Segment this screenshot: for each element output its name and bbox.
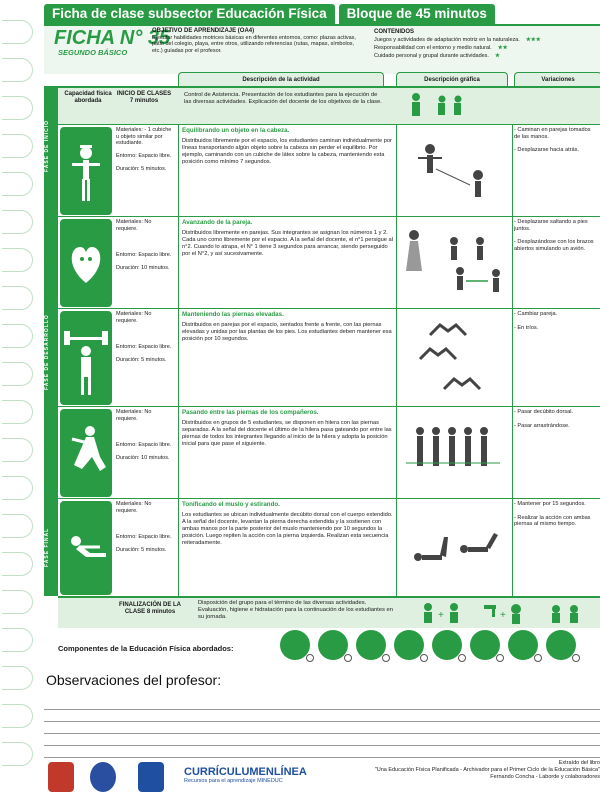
finalizacion-row [58, 596, 600, 628]
componente-icon [508, 630, 538, 660]
materials-block [116, 311, 174, 363]
group-icon [404, 91, 474, 123]
page-title: Ficha de clase subsector Educación Física [44, 4, 335, 24]
componente-icon [394, 630, 424, 660]
materials: Materiales: No requiere. [116, 501, 152, 514]
fase-desarrollo: FASE DE DESARROLLO [44, 206, 58, 498]
variation-item: - Pasar decúbito dorsal. [514, 409, 574, 415]
reference [350, 760, 600, 781]
activity-text: Distribuidos libremente en parejas. Sus integrantes se asignan los números 1 y 2. Cada uno como libremente por el espacio. A la señal del docente, el n°1 persigue al n°2. Cuando lo atrapa, el N° 1 tiene 3 segundos para arrancar, siendo perseguido por el N°2, y así sucesivamente. [182, 230, 393, 257]
activity-title: Avanzando de la pareja. [182, 219, 253, 226]
materials-block [116, 219, 174, 271]
componente-icon [356, 630, 386, 660]
reference-line: Extraído del libro [558, 760, 600, 766]
variation-item: - Mantener por 15 segundos. [514, 501, 586, 507]
contenido-item: Responsabilidad con el entorno y medio natural. ★★ [374, 45, 508, 51]
duration: Duración: 5 minutos. [116, 356, 167, 363]
control-text: Control de Asistencia. Presentación de los estudiantes para la ejecución de las diversas actividades. Explicación del docente de los objetivos de la clase. [184, 92, 382, 105]
fase-inicio: FASE DE INICIO [44, 86, 58, 206]
variations [514, 219, 598, 253]
activity-text: Los estudiantes se ubican individualmente decúbito dorsal con el cuerpo extendido. A la señal del docente, levantan la pierna derecha extendida y la sostienen con ambas manos por la parte posterior del muslo manteniendo por 10 segundos la posición. Luego repiten la acción con la pierna izquierda. Realizan esta secuencia reiteradamente. [182, 512, 393, 546]
variations [514, 409, 598, 429]
col-variaciones: Variaciones [514, 72, 600, 87]
activity-description [182, 219, 394, 258]
col-grafica: Descripción gráfica [396, 72, 508, 87]
fase-final: FASE FINAL [44, 498, 58, 596]
activity-text: Distribuidos en grupos de 5 estudiantes, se disponen en hilera con las piernas separadas. A la señal del docente el último de la hilera pasa gateando por entre las piernas de todos los integrantes llegando al inicio de la hilera y adopta la posición inicial para que pase el siguiente. [182, 420, 392, 447]
duration: Duración: 5 minutos. [116, 166, 167, 172]
binder-rings [0, 0, 44, 800]
chile-seal-logo [48, 762, 74, 792]
activity-illustration [400, 221, 510, 305]
variation-item: - Caminan en parejas tomados de las manos. [514, 127, 591, 140]
variation-item: - Realizar la acción con ambas piernas al mismo tiempo. [514, 514, 591, 528]
materials-block [116, 501, 174, 553]
footer [44, 758, 600, 798]
variation-item: - Pasar arrastrándose. [514, 422, 570, 429]
inicio-clases-label: INICIO DE CLASES 7 minutos [116, 91, 172, 104]
variation-item: - Desplazarse hacia atrás. [514, 147, 579, 154]
reference-line: "Una Educación Física Planificada - Archivador para el Primer Ciclo de la Educación Básica" [374, 767, 600, 773]
svg-text:+: + [438, 610, 444, 621]
activity-illustration [400, 313, 510, 403]
title-bar [44, 4, 495, 24]
componentes-icons [280, 630, 600, 664]
objetivo-text: Ejecutar habilidades motrices básicas en diferentes entornos, como: plazas activas, patio del colegio, playa, entre otros, utilizando referencias (rutas, mapas, símbolos, etc.) guiadas por el profesor. [152, 34, 356, 54]
activity-description [182, 501, 394, 547]
environment: Entorno: Espacio libre. [116, 441, 172, 448]
capacidad-icon-equilibrio [60, 127, 112, 215]
reference-line: Fernando Concha - Laborde y colaboradores [490, 774, 600, 780]
activity-row [58, 216, 600, 309]
activity-title: Manteniendo las piernas elevadas. [182, 311, 284, 318]
contenidos [374, 28, 598, 60]
activity-description [182, 311, 394, 343]
svg-text:+: + [500, 610, 506, 621]
variation-item: - Desplazándose con los brazos abiertos simulando un avión. [514, 239, 594, 253]
contenido-item: Juegos y actividades de adaptación motriz en la naturaleza. ★★★ [374, 37, 541, 43]
observaciones-lines [44, 698, 600, 758]
capacidad-label: Capacidad física abordada [64, 91, 112, 104]
environment: Entorno: Espacio libre. [116, 251, 172, 258]
activity-title: Tonificando el muslo y estirando. [182, 501, 280, 508]
inicio-row [44, 86, 600, 126]
duration: Duración: 10 minutos. [116, 454, 170, 461]
variations [514, 311, 598, 331]
contenidos-title: CONTENIDOS [374, 29, 415, 35]
materials: Materiales: No requiere. [116, 219, 152, 232]
materials: Materiales: - 1 cubiche u objeto similar por estudiante. [116, 127, 172, 146]
activity-illustration [400, 503, 510, 593]
ficha-number: FICHA N° 35 [54, 27, 171, 49]
curriculum-name: CURRÍCULUMENLÍNEA [184, 766, 307, 778]
finalizacion-text: Disposición del grupo para el término de las diversas actividades. Evaluación, higiene e hidratación para la continuación de los estudiantes en su jornada. [198, 600, 393, 620]
duration-tab: Bloque de 45 minutos [339, 4, 495, 24]
duration: Duración: 10 minutos. [116, 264, 170, 271]
finalizacion-label: FINALIZACIÓN DE LA CLASE 8 minutos [119, 602, 181, 615]
environment: Entorno: Espacio libre. [116, 153, 172, 159]
capacidad-icon-flexibilidad [60, 501, 112, 595]
activity-description [182, 409, 394, 448]
componente-icon [280, 630, 310, 660]
ficha-page [44, 0, 600, 800]
curriculum-logo [184, 766, 307, 784]
variations [514, 501, 598, 528]
componente-icon [318, 630, 348, 660]
activity-text: Distribuidos en parejas por el espacio, sentados frente a frente, con las piernas elevadas y unidas por las plantas de los pies. Los estudiantes deben mantener esa posición por 10 segundos. [182, 322, 392, 342]
grade-level: SEGUNDO BÁSICO [58, 48, 128, 57]
activity-title: Pasando entre las piernas de los compañeros. [182, 409, 319, 416]
activity-illustration [400, 411, 510, 495]
componente-icon [546, 630, 576, 660]
indef-logo [90, 762, 116, 792]
capacidad-icon-fuerza [60, 311, 112, 405]
capacidad-icon-agilidad [60, 409, 112, 497]
activity-description [182, 127, 394, 166]
activity-row [58, 308, 600, 407]
activity-title: Equilibrando un objeto en la cabeza. [182, 127, 290, 134]
col-actividad: Descripción de la actividad [178, 72, 384, 87]
materials: Materiales: No requiere. [116, 311, 152, 324]
observaciones-heading: Observaciones del profesor: [46, 672, 222, 688]
componentes-label: Componentes de la Educación Física abordados: [58, 644, 234, 653]
variations [514, 127, 598, 154]
variation-item: - En tríos. [514, 324, 539, 331]
hygiene-icons [388, 601, 598, 625]
activity-text: Distribuidos libremente por el espacio, los estudiantes caminan individualmente por líneas transportando algún objeto sobre la cabeza sin perder el equilibrio. Por ejemplo, caminando con un cubiche de látex sobre la cabeza, manteniendo esta posición como mínimo 7 segundos. [182, 138, 392, 165]
activity-row [58, 498, 600, 597]
duration: Duración: 5 minutos. [116, 546, 167, 553]
materials-block [116, 409, 174, 461]
materials-block [116, 127, 174, 173]
environment: Entorno: Espacio libre. [116, 343, 172, 350]
contenido-item: Cuidado personal y grupal durante actividades. ★ [374, 53, 500, 59]
curriculum-sub: Recursos para el aprendizaje MINEDUC [184, 778, 283, 784]
materials: Materiales: No requiere. [116, 409, 152, 422]
activity-row [58, 124, 600, 217]
activity-row [58, 406, 600, 499]
variation-item: - Desplazarse saltando a pies juntos. [514, 219, 588, 232]
mineduc-logo [138, 762, 164, 792]
objetivo-title: OBJETIVO DE APRENDIZAJE (OA4) [152, 28, 255, 34]
activity-illustration [400, 129, 510, 213]
environment: Entorno: Espacio libre. [116, 533, 172, 540]
componente-icon [432, 630, 462, 660]
header-panel [44, 24, 600, 74]
componente-icon [470, 630, 500, 660]
capacidad-icon-corazon [60, 219, 112, 307]
objetivo [152, 28, 364, 54]
variation-item: - Cambiar pareja. [514, 311, 558, 317]
